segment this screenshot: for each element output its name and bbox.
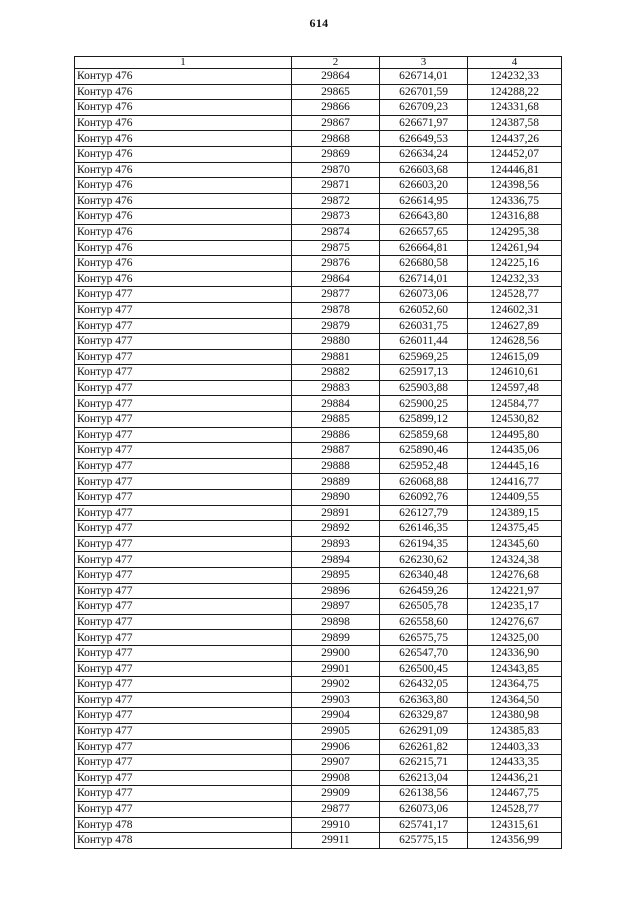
table-row [75, 458, 562, 474]
x-coordinate-cell: 626459,26 [380, 583, 468, 599]
table-row [75, 770, 562, 786]
y-coordinate-cell: 124331,68 [468, 100, 562, 116]
y-coordinate-cell: 124343,85 [468, 661, 562, 677]
y-coordinate-cell: 124324,38 [468, 552, 562, 568]
x-coordinate-cell: 625741,17 [380, 817, 468, 833]
point-number-cell: 29869 [292, 146, 380, 162]
table-row [75, 833, 562, 849]
contour-name-cell: Контур 477 [75, 692, 292, 708]
contour-name-cell: Контур 477 [75, 427, 292, 443]
table-row [75, 723, 562, 739]
x-coordinate-cell: 626215,71 [380, 755, 468, 771]
x-coordinate-cell: 625900,25 [380, 396, 468, 412]
point-number-cell: 29902 [292, 677, 380, 693]
contour-name-cell: Контур 477 [75, 521, 292, 537]
table-row [75, 692, 562, 708]
point-number-cell: 29887 [292, 443, 380, 459]
contour-name-cell: Контур 477 [75, 302, 292, 318]
header-cell-y: 4 [468, 57, 562, 69]
x-coordinate-cell: 626671,97 [380, 115, 468, 131]
point-number-cell: 29901 [292, 661, 380, 677]
table-row [75, 568, 562, 584]
y-coordinate-cell: 124398,56 [468, 178, 562, 194]
y-coordinate-cell: 124325,00 [468, 630, 562, 646]
table-row [75, 271, 562, 287]
point-number-cell: 29872 [292, 193, 380, 209]
x-coordinate-cell: 626092,76 [380, 490, 468, 506]
y-coordinate-cell: 124436,21 [468, 770, 562, 786]
y-coordinate-cell: 124467,75 [468, 786, 562, 802]
table-row [75, 84, 562, 100]
point-number-cell: 29873 [292, 209, 380, 225]
contour-name-cell: Контур 477 [75, 458, 292, 474]
contour-name-cell: Контур 477 [75, 723, 292, 739]
x-coordinate-cell: 626709,23 [380, 100, 468, 116]
header-cell-name: 1 [75, 57, 292, 69]
point-number-cell: 29867 [292, 115, 380, 131]
y-coordinate-cell: 124446,81 [468, 162, 562, 178]
y-coordinate-cell: 124433,35 [468, 755, 562, 771]
table-row [75, 739, 562, 755]
table-row [75, 630, 562, 646]
contour-name-cell: Контур 477 [75, 645, 292, 661]
y-coordinate-cell: 124452,07 [468, 146, 562, 162]
page-number: 614 [309, 16, 329, 30]
table-row [75, 552, 562, 568]
contour-name-cell: Контур 476 [75, 115, 292, 131]
x-coordinate-cell: 626127,79 [380, 505, 468, 521]
y-coordinate-cell: 124403,33 [468, 739, 562, 755]
table-row [75, 131, 562, 147]
y-coordinate-cell: 124615,09 [468, 349, 562, 365]
x-coordinate-cell: 626714,01 [380, 69, 468, 85]
table-row [75, 334, 562, 350]
table-row [75, 162, 562, 178]
header-cell-x: 3 [380, 57, 468, 69]
point-number-cell: 29868 [292, 131, 380, 147]
contour-name-cell: Контур 477 [75, 677, 292, 693]
point-number-cell: 29897 [292, 599, 380, 615]
point-number-cell: 29884 [292, 396, 380, 412]
y-coordinate-cell: 124232,33 [468, 271, 562, 287]
x-coordinate-cell: 626230,62 [380, 552, 468, 568]
y-coordinate-cell: 124380,98 [468, 708, 562, 724]
point-number-cell: 29894 [292, 552, 380, 568]
table-row [75, 209, 562, 225]
contour-name-cell: Контур 477 [75, 474, 292, 490]
x-coordinate-cell: 626138,56 [380, 786, 468, 802]
contour-name-cell: Контур 476 [75, 209, 292, 225]
table-row [75, 302, 562, 318]
y-coordinate-cell: 124336,90 [468, 645, 562, 661]
contour-name-cell: Контур 476 [75, 131, 292, 147]
table-row [75, 505, 562, 521]
point-number-cell: 29889 [292, 474, 380, 490]
contour-name-cell: Контур 478 [75, 833, 292, 849]
point-number-cell: 29871 [292, 178, 380, 194]
contour-name-cell: Контур 477 [75, 568, 292, 584]
x-coordinate-cell: 625969,25 [380, 349, 468, 365]
point-number-cell: 29870 [292, 162, 380, 178]
point-number-cell: 29892 [292, 521, 380, 537]
contour-name-cell: Контур 477 [75, 801, 292, 817]
contour-name-cell: Контур 477 [75, 396, 292, 412]
point-number-cell: 29864 [292, 271, 380, 287]
table-row [75, 708, 562, 724]
x-coordinate-cell: 626558,60 [380, 614, 468, 630]
point-number-cell: 29875 [292, 240, 380, 256]
table-row [75, 115, 562, 131]
y-coordinate-cell: 124336,75 [468, 193, 562, 209]
x-coordinate-cell: 626575,75 [380, 630, 468, 646]
contour-name-cell: Контур 477 [75, 380, 292, 396]
table-row [75, 755, 562, 771]
y-coordinate-cell: 124528,77 [468, 801, 562, 817]
point-number-cell: 29881 [292, 349, 380, 365]
table-row [75, 412, 562, 428]
x-coordinate-cell: 626068,88 [380, 474, 468, 490]
x-coordinate-cell: 626701,59 [380, 84, 468, 100]
y-coordinate-cell: 124316,88 [468, 209, 562, 225]
table-row [75, 536, 562, 552]
x-coordinate-cell: 626547,70 [380, 645, 468, 661]
x-coordinate-cell: 625890,46 [380, 443, 468, 459]
y-coordinate-cell: 124364,50 [468, 692, 562, 708]
point-number-cell: 29882 [292, 365, 380, 381]
x-coordinate-cell: 625903,88 [380, 380, 468, 396]
y-coordinate-cell: 124225,16 [468, 256, 562, 272]
point-number-cell: 29898 [292, 614, 380, 630]
contour-name-cell: Контур 477 [75, 505, 292, 521]
y-coordinate-cell: 124364,75 [468, 677, 562, 693]
y-coordinate-cell: 124389,15 [468, 505, 562, 521]
x-coordinate-cell: 626213,04 [380, 770, 468, 786]
y-coordinate-cell: 124528,77 [468, 287, 562, 303]
table-row [75, 661, 562, 677]
contour-name-cell: Контур 476 [75, 224, 292, 240]
contour-name-cell: Контур 477 [75, 412, 292, 428]
x-coordinate-cell: 626714,01 [380, 271, 468, 287]
contour-name-cell: Контур 476 [75, 240, 292, 256]
table-row [75, 614, 562, 630]
point-number-cell: 29874 [292, 224, 380, 240]
table-row [75, 146, 562, 162]
y-coordinate-cell: 124315,61 [468, 817, 562, 833]
point-number-cell: 29891 [292, 505, 380, 521]
x-coordinate-cell: 625952,48 [380, 458, 468, 474]
point-number-cell: 29890 [292, 490, 380, 506]
coordinates-table [74, 56, 562, 849]
table-row [75, 599, 562, 615]
table-row [75, 801, 562, 817]
contour-name-cell: Контур 477 [75, 770, 292, 786]
contour-name-cell: Контур 477 [75, 334, 292, 350]
y-coordinate-cell: 124445,16 [468, 458, 562, 474]
y-coordinate-cell: 124628,56 [468, 334, 562, 350]
contour-name-cell: Контур 477 [75, 739, 292, 755]
y-coordinate-cell: 124597,48 [468, 380, 562, 396]
point-number-cell: 29910 [292, 817, 380, 833]
x-coordinate-cell: 626657,65 [380, 224, 468, 240]
y-coordinate-cell: 124627,89 [468, 318, 562, 334]
contour-name-cell: Контур 476 [75, 84, 292, 100]
point-number-cell: 29879 [292, 318, 380, 334]
y-coordinate-cell: 124584,77 [468, 396, 562, 412]
table-row [75, 349, 562, 365]
x-coordinate-cell: 625859,68 [380, 427, 468, 443]
x-coordinate-cell: 626643,80 [380, 209, 468, 225]
table-row [75, 380, 562, 396]
x-coordinate-cell: 626363,80 [380, 692, 468, 708]
contour-name-cell: Контур 477 [75, 287, 292, 303]
contour-name-cell: Контур 476 [75, 100, 292, 116]
table-row [75, 817, 562, 833]
table-row [75, 240, 562, 256]
table-row [75, 474, 562, 490]
x-coordinate-cell: 626073,06 [380, 287, 468, 303]
point-number-cell: 29909 [292, 786, 380, 802]
point-number-cell: 29864 [292, 69, 380, 85]
contour-name-cell: Контур 477 [75, 552, 292, 568]
x-coordinate-cell: 626664,81 [380, 240, 468, 256]
table-row [75, 396, 562, 412]
table-row [75, 645, 562, 661]
x-coordinate-cell: 626329,87 [380, 708, 468, 724]
point-number-cell: 29878 [292, 302, 380, 318]
contour-name-cell: Контур 477 [75, 365, 292, 381]
contour-name-cell: Контур 477 [75, 786, 292, 802]
y-coordinate-cell: 124437,26 [468, 131, 562, 147]
x-coordinate-cell: 626291,09 [380, 723, 468, 739]
contour-name-cell: Контур 476 [75, 146, 292, 162]
y-coordinate-cell: 124345,60 [468, 536, 562, 552]
y-coordinate-cell: 124375,45 [468, 521, 562, 537]
contour-name-cell: Контур 476 [75, 193, 292, 209]
contour-name-cell: Контур 477 [75, 490, 292, 506]
y-coordinate-cell: 124261,94 [468, 240, 562, 256]
y-coordinate-cell: 124385,83 [468, 723, 562, 739]
point-number-cell: 29911 [292, 833, 380, 849]
contour-name-cell: Контур 477 [75, 661, 292, 677]
x-coordinate-cell: 626614,95 [380, 193, 468, 209]
x-coordinate-cell: 626500,45 [380, 661, 468, 677]
contour-name-cell: Контур 476 [75, 162, 292, 178]
point-number-cell: 29895 [292, 568, 380, 584]
y-coordinate-cell: 124232,33 [468, 69, 562, 85]
y-coordinate-cell: 124610,61 [468, 365, 562, 381]
point-number-cell: 29877 [292, 287, 380, 303]
y-coordinate-cell: 124387,58 [468, 115, 562, 131]
point-number-cell: 29888 [292, 458, 380, 474]
y-coordinate-cell: 124356,99 [468, 833, 562, 849]
contour-name-cell: Контур 478 [75, 817, 292, 833]
x-coordinate-cell: 626603,68 [380, 162, 468, 178]
point-number-cell: 29900 [292, 645, 380, 661]
table-header-row [75, 57, 562, 69]
x-coordinate-cell: 626261,82 [380, 739, 468, 755]
y-coordinate-cell: 124276,67 [468, 614, 562, 630]
contour-name-cell: Контур 476 [75, 256, 292, 272]
contour-name-cell: Контур 477 [75, 708, 292, 724]
contour-name-cell: Контур 476 [75, 178, 292, 194]
point-number-cell: 29865 [292, 84, 380, 100]
y-coordinate-cell: 124495,80 [468, 427, 562, 443]
point-number-cell: 29896 [292, 583, 380, 599]
x-coordinate-cell: 626505,78 [380, 599, 468, 615]
table-row [75, 287, 562, 303]
table-row [75, 365, 562, 381]
point-number-cell: 29904 [292, 708, 380, 724]
point-number-cell: 29903 [292, 692, 380, 708]
contour-name-cell: Контур 476 [75, 69, 292, 85]
table-row [75, 521, 562, 537]
y-coordinate-cell: 124235,17 [468, 599, 562, 615]
point-number-cell: 29905 [292, 723, 380, 739]
contour-name-cell: Контур 477 [75, 583, 292, 599]
x-coordinate-cell: 626146,35 [380, 521, 468, 537]
table-row [75, 224, 562, 240]
y-coordinate-cell: 124409,55 [468, 490, 562, 506]
contour-name-cell: Контур 477 [75, 443, 292, 459]
table-row [75, 583, 562, 599]
contour-name-cell: Контур 477 [75, 349, 292, 365]
contour-name-cell: Контур 477 [75, 755, 292, 771]
y-coordinate-cell: 124288,22 [468, 84, 562, 100]
contour-name-cell: Контур 477 [75, 630, 292, 646]
table-row [75, 443, 562, 459]
x-coordinate-cell: 626031,75 [380, 318, 468, 334]
table-row [75, 677, 562, 693]
table-row [75, 490, 562, 506]
y-coordinate-cell: 124435,06 [468, 443, 562, 459]
point-number-cell: 29877 [292, 801, 380, 817]
table-row [75, 786, 562, 802]
x-coordinate-cell: 625775,15 [380, 833, 468, 849]
point-number-cell: 29893 [292, 536, 380, 552]
x-coordinate-cell: 626603,20 [380, 178, 468, 194]
point-number-cell: 29883 [292, 380, 380, 396]
table-row [75, 318, 562, 334]
contour-name-cell: Контур 477 [75, 614, 292, 630]
point-number-cell: 29880 [292, 334, 380, 350]
point-number-cell: 29885 [292, 412, 380, 428]
y-coordinate-cell: 124276,68 [468, 568, 562, 584]
y-coordinate-cell: 124602,31 [468, 302, 562, 318]
x-coordinate-cell: 626680,58 [380, 256, 468, 272]
table-row [75, 256, 562, 272]
point-number-cell: 29899 [292, 630, 380, 646]
table-row [75, 193, 562, 209]
table-row [75, 69, 562, 85]
x-coordinate-cell: 626432,05 [380, 677, 468, 693]
y-coordinate-cell: 124295,38 [468, 224, 562, 240]
x-coordinate-cell: 625899,12 [380, 412, 468, 428]
y-coordinate-cell: 124221,97 [468, 583, 562, 599]
contour-name-cell: Контур 477 [75, 536, 292, 552]
table-row [75, 427, 562, 443]
table-row [75, 100, 562, 116]
x-coordinate-cell: 626634,24 [380, 146, 468, 162]
x-coordinate-cell: 626194,35 [380, 536, 468, 552]
point-number-cell: 29908 [292, 770, 380, 786]
header-cell-point: 2 [292, 57, 380, 69]
x-coordinate-cell: 626649,53 [380, 131, 468, 147]
contour-name-cell: Контур 477 [75, 599, 292, 615]
x-coordinate-cell: 626340,48 [380, 568, 468, 584]
table-body [75, 69, 562, 849]
x-coordinate-cell: 626052,60 [380, 302, 468, 318]
table-row [75, 178, 562, 194]
point-number-cell: 29876 [292, 256, 380, 272]
x-coordinate-cell: 626011,44 [380, 334, 468, 350]
y-coordinate-cell: 124416,77 [468, 474, 562, 490]
y-coordinate-cell: 124530,82 [468, 412, 562, 428]
x-coordinate-cell: 626073,06 [380, 801, 468, 817]
point-number-cell: 29886 [292, 427, 380, 443]
point-number-cell: 29866 [292, 100, 380, 116]
contour-name-cell: Контур 476 [75, 271, 292, 287]
contour-name-cell: Контур 477 [75, 318, 292, 334]
x-coordinate-cell: 625917,13 [380, 365, 468, 381]
point-number-cell: 29907 [292, 755, 380, 771]
point-number-cell: 29906 [292, 739, 380, 755]
